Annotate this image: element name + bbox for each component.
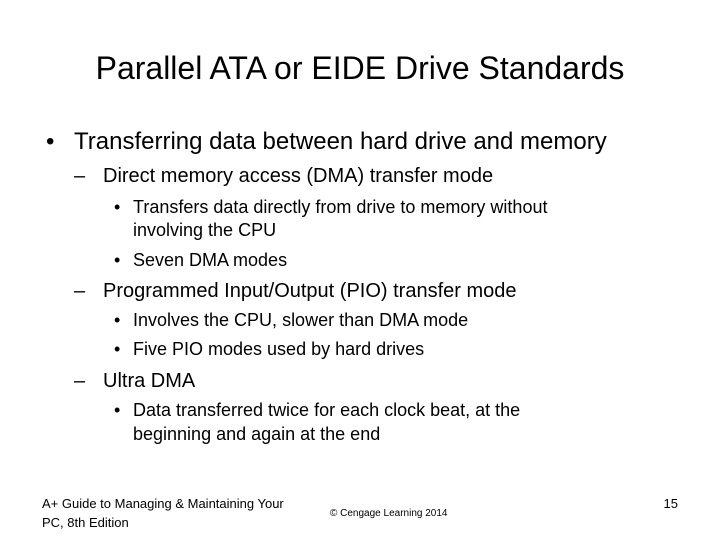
page-number: 15 xyxy=(663,496,678,511)
detail-text-line2: beginning and again at the end xyxy=(133,424,381,444)
subbullet-text: Programmed Input/Output (PIO) transfer mode xyxy=(103,280,517,302)
footer-source-line2: PC, 8th Edition xyxy=(42,515,129,530)
bullet-marker: • xyxy=(114,197,121,217)
bullet-marker: • xyxy=(114,250,121,270)
slide-title: Parallel ATA or EIDE Drive Standards xyxy=(95,50,625,86)
subbullet-text: Ultra DMA xyxy=(103,370,196,392)
footer-source-line1: A+ Guide to Managing & Maintaining Your xyxy=(42,496,284,511)
bullet-text: Transferring data between hard drive and memory xyxy=(74,128,607,155)
detail-text-line1: Data transferred twice for each clock beat, at the xyxy=(133,400,521,420)
dash-marker: – xyxy=(74,280,86,302)
bullet-marker: • xyxy=(46,128,55,155)
dash-marker: – xyxy=(74,165,86,187)
dash-marker: – xyxy=(74,370,86,392)
detail-text-line1: Transfers data directly from drive to memory without xyxy=(133,197,548,217)
detail-text: Five PIO modes used by hard drives xyxy=(133,339,425,359)
bullet-marker: • xyxy=(114,339,121,359)
bullet-marker: • xyxy=(114,310,121,330)
subbullet-text: Direct memory access (DMA) transfer mode xyxy=(103,165,494,187)
detail-text-line2: involving the CPU xyxy=(133,220,277,240)
bullet-marker: • xyxy=(114,400,121,420)
detail-text: Seven DMA modes xyxy=(133,250,288,270)
detail-text: Involves the CPU, slower than DMA mode xyxy=(133,310,469,330)
footer-source xyxy=(42,494,322,532)
footer-copyright: © Cengage Learning 2014 xyxy=(330,508,448,519)
